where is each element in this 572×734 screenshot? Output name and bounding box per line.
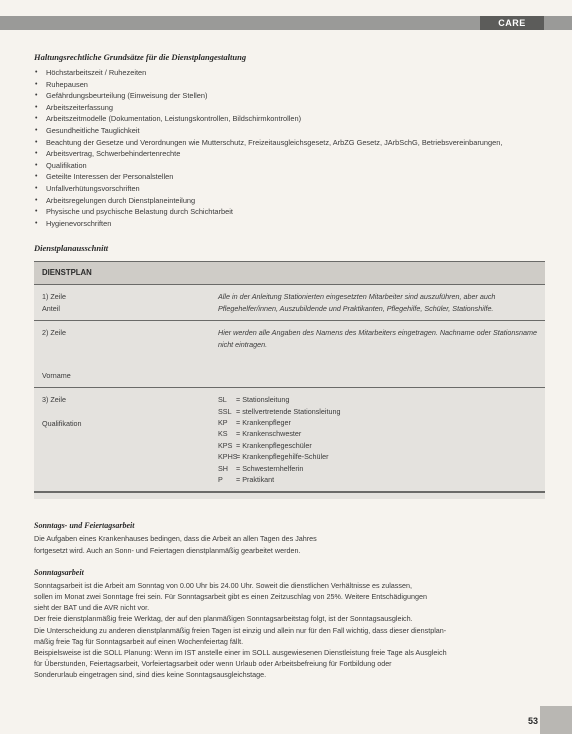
abbreviation-meaning: = stellvertretende Stationsleitung (236, 406, 341, 416)
sunday-holiday-section (34, 521, 539, 555)
sunday-work-title: Sonntagsarbeit (34, 567, 84, 577)
abbreviation-item (218, 451, 545, 462)
list-item: • Unfallverhütungsvorschriften (34, 183, 539, 195)
abbreviation-item (218, 463, 545, 474)
list-item: • Arbeitsregelungen durch Dienstplaneinteilung (34, 195, 539, 207)
list-item: • Geteilte Interessen der Personalstellen (34, 171, 539, 183)
list-item: • Qualifikation (34, 160, 539, 172)
abbreviation-code: KPHS (218, 452, 238, 462)
paragraph-line: mäßig freie Tag für Sonntagsarbeit auf einen Wochenfeiertag fällt. (34, 636, 244, 646)
list-item: • Arbeitszeiterfassung (34, 102, 539, 114)
page-content (34, 52, 539, 681)
paragraph-line: Beispielsweise ist die SOLL Planung: Wenn im IST anstelle einer im SOLL ausgewiesenen Dienstleistung freie Tage als Ausgleich (34, 648, 447, 657)
abbreviation-item (218, 428, 545, 439)
row-description: Hier werden alle Angaben des Namens des Mitarbeiters eingetragen. Nachname oder Stationsname nicht eintragen. (218, 328, 537, 349)
paragraph-line: Die Aufgaben eines Krankenhauses bedingen, dass die Arbeit an allen Tagen des Jahres (34, 534, 317, 544)
paragraph-line: Der freie dienstplanmäßig freie Werktag, der auf den planmäßigen Sonntagsarbeitstag folgt, ist der Sonntagsausgleich. (34, 614, 413, 624)
abbreviation-code: SSL (218, 406, 232, 416)
list-item: • Höchstarbeitszeit / Ruhezeiten (34, 67, 539, 79)
row-label: 3) Zeile (42, 395, 66, 405)
abbreviation-meaning: = Krankenpflegehilfe-Schüler (236, 452, 329, 462)
abbreviation-code: KS (218, 429, 228, 439)
list-item: • Physische und psychische Belastung durch Schichtarbeit (34, 206, 539, 218)
roster-row-1 (34, 285, 545, 321)
list-item: • Ruhepausen (34, 79, 539, 91)
chapter-tab: CARE (480, 16, 544, 30)
principles-list (34, 67, 539, 229)
abbreviation-item (218, 406, 545, 417)
abbreviation-item (218, 474, 545, 485)
abbreviation-meaning: = Schwesternhelferin (236, 463, 304, 473)
list-item: • Hygienevorschriften (34, 218, 539, 230)
list-item: • Arbeitszeitmodelle (Dokumentation, Leistungskontrollen, Bildschirmkontrollen) (34, 113, 539, 125)
page-number: 53 (527, 716, 538, 726)
abbreviation-item (218, 417, 545, 428)
abbreviation-code: SL (218, 395, 227, 405)
paragraph-line: Sonderurlaub eingetragen sind, sind dies keine Sonntagsausgleichstage. (34, 670, 267, 680)
principles-title: Haltungsrechtliche Grundsätze für die Dienstplangestaltung (34, 52, 247, 62)
abbreviation-meaning: = Praktikant (236, 474, 275, 484)
plan-section-title: Dienstplanausschnitt (34, 243, 109, 254)
row-label: 1) Zeile (42, 292, 66, 302)
row-field: Vorname (42, 370, 71, 380)
paragraph-line: Die Unterscheidung zu anderen dienstplanmäßig freien Tagen ist einzig und allein nur für den Fall wichtig, dass dieser dienstplan- (34, 625, 447, 635)
row-field: Qualifikation (42, 418, 82, 428)
roster-footer-strip (34, 493, 545, 499)
list-item: • Arbeitsvertrag, Schwerbehindertenrechte (34, 148, 539, 160)
list-item: • Gefährdungsbeurteilung (Einweisung der Stellen) (34, 90, 539, 102)
abbreviation-code: SH (218, 463, 228, 473)
paragraph-line: fortgesetzt wird. Auch an Sonn- und Feiertagen dienstplanmäßig gearbeitet werden. (34, 545, 301, 555)
qualification-list (218, 394, 545, 485)
list-item: • Gesundheitliche Tauglichkeit (34, 125, 539, 137)
roster-row-2 (34, 321, 545, 388)
roster-row-3 (34, 388, 545, 493)
duty-roster-table (34, 261, 545, 499)
paragraph-line: sieht der BAT und die AVR nicht vor. (34, 603, 150, 613)
row-label: 2) Zeile (42, 328, 66, 338)
abbreviation-meaning: = Krankenschwester (236, 429, 302, 439)
abbreviation-item (218, 440, 545, 451)
roster-header: DIENSTPLAN (34, 262, 545, 285)
sunday-work-section (34, 568, 539, 681)
abbreviation-code: KP (218, 417, 228, 427)
abbreviation-meaning: = Stationsleitung (236, 395, 290, 405)
page-corner-strip (540, 706, 572, 734)
abbreviation-code: P (218, 474, 223, 484)
paragraph-line: sollen im Monat zwei Sonntage frei sein. Für Sonntagsarbeit gibt es einen Zeitzuschlag von 25%. Weitere Entschädigungen (34, 591, 428, 601)
list-item: • Beachtung der Gesetze und Verordnungen wie Mutterschutz, Freizeitausgleichsgesetz, ArbZG Gesetz, JArbSchG, Betriebsvereinbarungen, (34, 137, 539, 149)
abbreviation-meaning: = Krankenpflegeschüler (236, 440, 312, 450)
sunday-holiday-title: Sonntags- und Feiertagsarbeit (34, 521, 135, 531)
abbreviation-code: KPS (218, 440, 233, 450)
row-field: Anteil (42, 303, 60, 313)
abbreviation-meaning: = Krankenpfleger (236, 417, 291, 427)
row-description: Alle in der Anleitung Stationierten eingesetzten Mitarbeiter sind auszuführen, aber auch Pflegehelfer/innen, Auszubildende und Praktikanten, Pflegehilfe, Schüler, Stationshilfe. (218, 292, 496, 313)
abbreviation-item (218, 394, 545, 405)
paragraph-line: Sonntagsarbeit ist die Arbeit am Sonntag von 0.00 Uhr bis 24.00 Uhr. Soweit die dienstlichen Verhältnisse es zulassen, (34, 580, 412, 590)
paragraph-line: für Überstunden, Feiertagsarbeit, Vorfeiertagsarbeit oder wenn Urlaub oder Arbeitsbefreiung für Fortbildung oder (34, 659, 392, 669)
